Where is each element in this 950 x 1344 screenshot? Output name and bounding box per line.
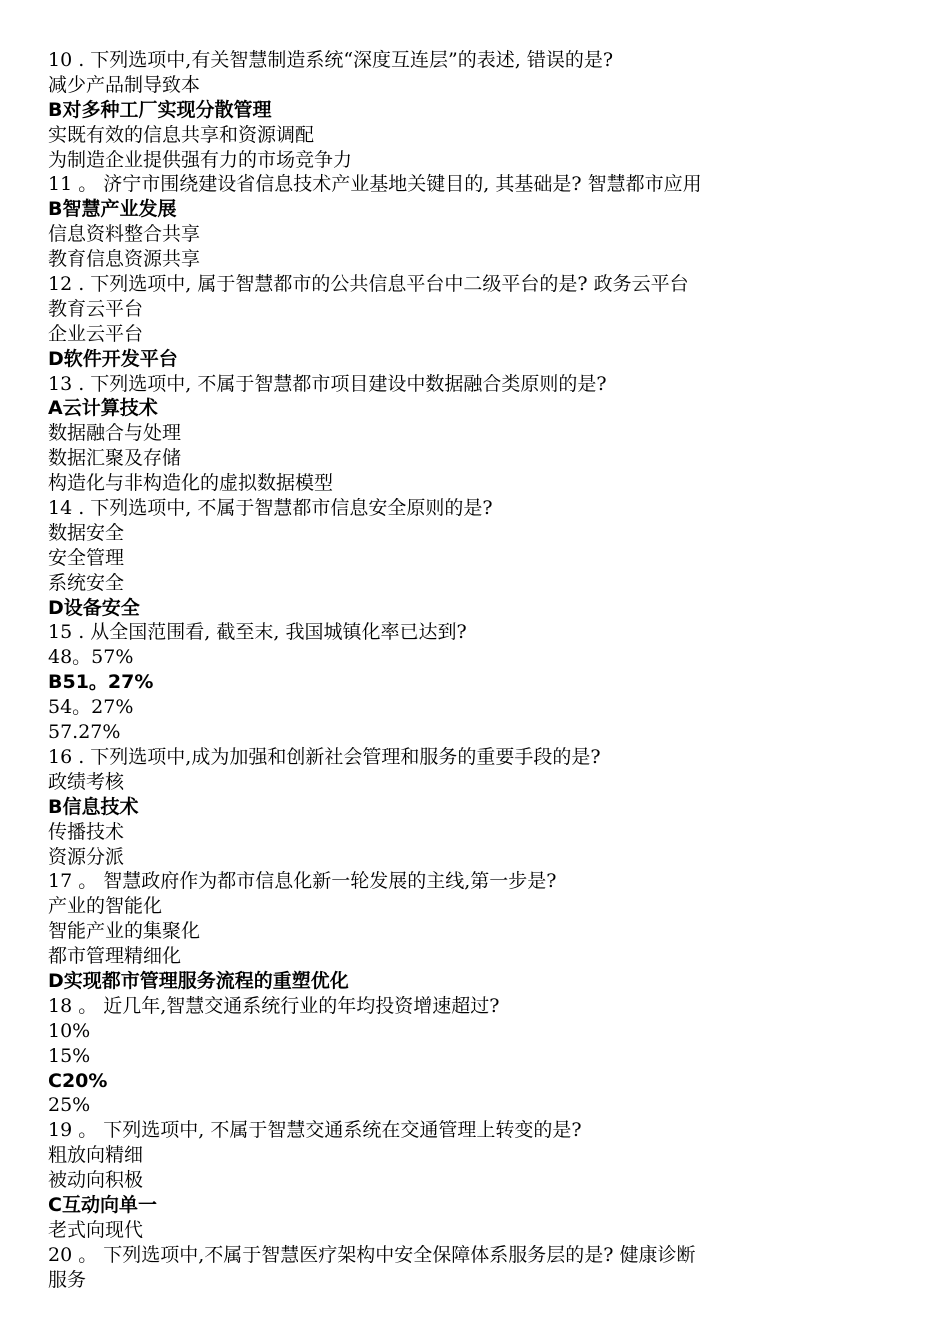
text-line: 减少产品制导致本 — [48, 73, 201, 96]
text-line: 11 。 济宁市围绕建设省信息技术产业基地关键目的, 其基础是? 智慧都市应用 — [48, 173, 702, 196]
text-line: 都市管理精细化 — [48, 945, 182, 968]
text-line: 政绩考核 — [48, 770, 125, 793]
text-line: 16 . 下列选项中,成为加强和创新社会管理和服务的重要手段的是? — [48, 745, 601, 768]
text-line: 10% — [48, 1019, 91, 1042]
text-line: 数据汇聚及存储 — [48, 447, 182, 470]
answer-line: C20% — [48, 1069, 108, 1092]
text-line: 数据安全 — [48, 521, 125, 544]
text-line: 安全管理 — [48, 546, 125, 569]
text-line: 数据融合与处理 — [48, 422, 182, 445]
text-line: 产业的智能化 — [48, 895, 163, 918]
answer-line: B51。27% — [48, 671, 154, 694]
text-line: 系统安全 — [48, 571, 125, 594]
text-line: 15 . 从全国范围看, 截至末, 我国城镇化率已达到? — [48, 621, 467, 644]
text-line: 教育信息资源共享 — [48, 248, 201, 271]
answer-line: B对多种工厂实现分散管理 — [48, 98, 272, 121]
text-line: 信息资料整合共享 — [48, 223, 201, 246]
answer-line: D设备安全 — [48, 596, 140, 619]
text-line: 12 . 下列选项中, 属于智慧都市的公共信息平台中二级平台的是? 政务云平台 — [48, 273, 689, 296]
text-line: 54。27% — [48, 696, 134, 719]
answer-line: D软件开发平台 — [48, 347, 178, 370]
text-line: 传播技术 — [48, 820, 125, 843]
text-line: 被动向积极 — [48, 1169, 144, 1192]
document-body — [48, 48, 918, 1293]
text-line: 构造化与非构造化的虚拟数据模型 — [48, 472, 334, 495]
text-line: 18 。 近几年,智慧交通系统行业的年均投资增速超过? — [48, 994, 500, 1017]
answer-line: B信息技术 — [48, 795, 139, 818]
text-line: 10 . 下列选项中,有关智慧制造系统“深度互连层”的表述, 错误的是? — [48, 49, 614, 71]
answer-line: C互动向单一 — [48, 1193, 157, 1216]
text-line: 14 . 下列选项中, 不属于智慧都市信息安全原则的是? — [48, 497, 493, 520]
text-line: 老式向现代 — [48, 1218, 144, 1241]
text-line: 智能产业的集聚化 — [48, 920, 201, 943]
text-line: 15% — [48, 1044, 91, 1067]
text-line: 20 。 下列选项中,不属于智慧医疗架构中安全保障体系服务层的是? 健康诊断 — [48, 1243, 696, 1266]
text-line: 粗放向精细 — [48, 1144, 144, 1167]
answer-line: A云计算技术 — [48, 397, 158, 420]
answer-line: B智慧产业发展 — [48, 198, 177, 221]
text-line: 服务 — [48, 1268, 87, 1291]
text-line: 13 . 下列选项中, 不属于智慧都市项目建设中数据融合类原则的是? — [48, 372, 607, 395]
text-line: 17 。 智慧政府作为都市信息化新一轮发展的主线,第一步是? — [48, 870, 557, 893]
text-line: 19 。 下列选项中, 不属于智慧交通系统在交通管理上转变的是? — [48, 1119, 582, 1142]
text-line: 企业云平台 — [48, 322, 144, 345]
text-line: 教育云平台 — [48, 297, 144, 320]
answer-line: D实现都市管理服务流程的重塑优化 — [48, 969, 349, 992]
text-line: 25% — [48, 1094, 91, 1117]
text-line: 实既有效的信息共享和资源调配 — [48, 123, 315, 146]
text-line: 48。57% — [48, 646, 134, 669]
text-line: 57.27% — [48, 721, 121, 744]
text-line: 为制造企业提供强有力的市场竞争力 — [48, 148, 353, 171]
text-line: 资源分派 — [48, 845, 125, 868]
